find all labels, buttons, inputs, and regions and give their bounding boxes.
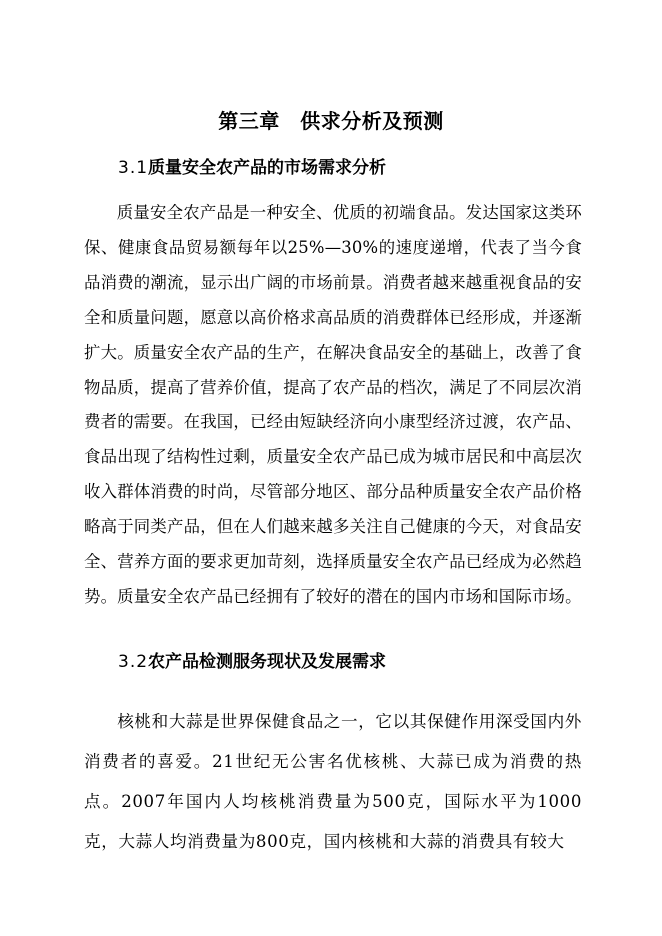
section-heading-3-1 bbox=[118, 156, 386, 180]
section-3-2-paragraph: 核桃和大蒜是世界保健食品之一，它以其保健作用深受国内外消费者的喜爱。21世纪无公害名优核桃、大蒜已成为消费的热点。2007年国内人均核桃消费量为500克，国际水平为1000克，大蒜人均消费量为800克，国内核桃和大蒜的消费具有较大 bbox=[84, 712, 582, 851]
chapter-title: 第三章 供求分析及预测 bbox=[218, 109, 444, 134]
section-number: 3.1 bbox=[118, 158, 149, 178]
section-3-1-paragraph: 质量安全农产品是一种安全、优质的初端食品。发达国家这类环保、健康食品贸易额每年以25%—30%的速度递增，代表了当今食品消费的潮流，显示出广阔的市场前景。消费者越来越重视食品的安全和质量问题，愿意以高价格求高品质的消费群体已经形成，并逐渐扩大。质量安全农产品的生产，在解决食品安全的基础上，改善了食物品质，提高了营养价值，提高了农产品的档次，满足了不同层次消费者的需要。在我国，已经由短缺经济向小康型经济过渡，农产品、食品出现了结构性过剩，质量安全农产品已成为城市居民和中高层次收入群体消费的时尚，尽管部分地区、部分品种质量安全农产品价格略高于同类产品，但在人们越来越多关注自己健康的今天，对食品安全、营养方面的要求更加苛刻，选择质量安全农产品已经成为必然趋势。质量安全农产品已经拥有了较好的潜在的国内市场和国际市场。 bbox=[84, 203, 582, 606]
section-heading-3-2 bbox=[118, 650, 386, 674]
section-title: 质量安全农产品的市场需求分析 bbox=[148, 158, 387, 178]
section-number: 3.2 bbox=[118, 652, 149, 672]
section-title: 农产品检测服务现状及发展需求 bbox=[148, 652, 387, 672]
